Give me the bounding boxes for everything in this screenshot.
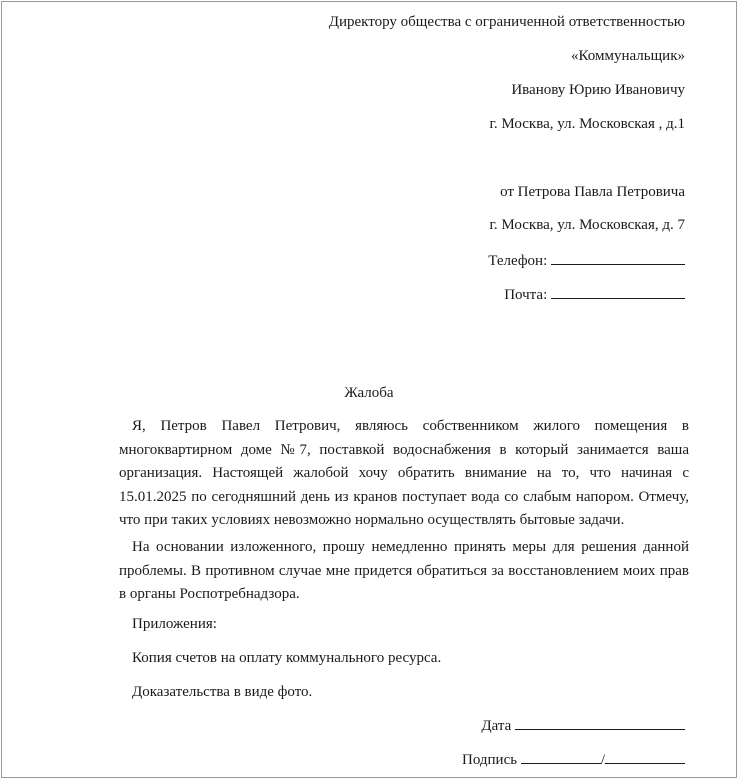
phone-field <box>488 250 685 270</box>
sender-name: от Петрова Павла Петровича <box>500 184 685 200</box>
attachments-label: Приложения: <box>132 616 217 632</box>
sender-address: г. Москва, ул. Московская, д. 7 <box>489 217 685 233</box>
date-blank-line <box>515 715 685 730</box>
email-field <box>504 284 685 304</box>
recipient-name: Иванову Юрию Ивановичу <box>511 82 685 98</box>
complaint-paragraph-1: Я, Петров Павел Петрович, являюсь собственником жилого помещения в многоквартирном доме №7, поставкой водоснабжения в который занимается ваша организация. Настоящей жалобой хочу обратить внимание на то, что начиная с 15.01.2025 по сегодняшний день из кранов поступает вода со слабым напором. Отмечу, что при таких условиях невозможно нормально осуществлять бытовые задачи. <box>119 418 689 528</box>
signature-field <box>462 749 685 769</box>
date-field <box>481 715 685 735</box>
signature-blank-line <box>521 749 601 764</box>
signature-name-blank-line <box>605 749 685 764</box>
email-label: Почта: <box>504 287 548 303</box>
signature-separator: / <box>600 752 605 768</box>
recipient-company: «Коммунальщик» <box>571 48 685 64</box>
document-title: Жалоба <box>344 385 394 401</box>
document-page <box>1 1 737 778</box>
attachment-item: Доказательства в виде фото. <box>132 684 313 700</box>
email-blank-line <box>551 284 685 299</box>
complaint-paragraph-2: На основании изложенного, прошу немедленно принять меры для решения данной проблемы. В противном случае мне придется обратиться за восстановлением моих прав в органы Роспотребнадзора. <box>119 539 689 602</box>
phone-label: Телефон: <box>488 253 548 269</box>
phone-blank-line <box>551 250 685 265</box>
date-label: Дата <box>481 718 512 734</box>
recipient-address: г. Москва, ул. Московская , д.1 <box>489 116 685 132</box>
attachment-item: Копия счетов на оплату коммунального ресурса. <box>132 650 442 666</box>
recipient-position: Директору общества с ограниченной ответственностью <box>328 14 685 30</box>
signature-label: Подпись <box>461 752 518 768</box>
